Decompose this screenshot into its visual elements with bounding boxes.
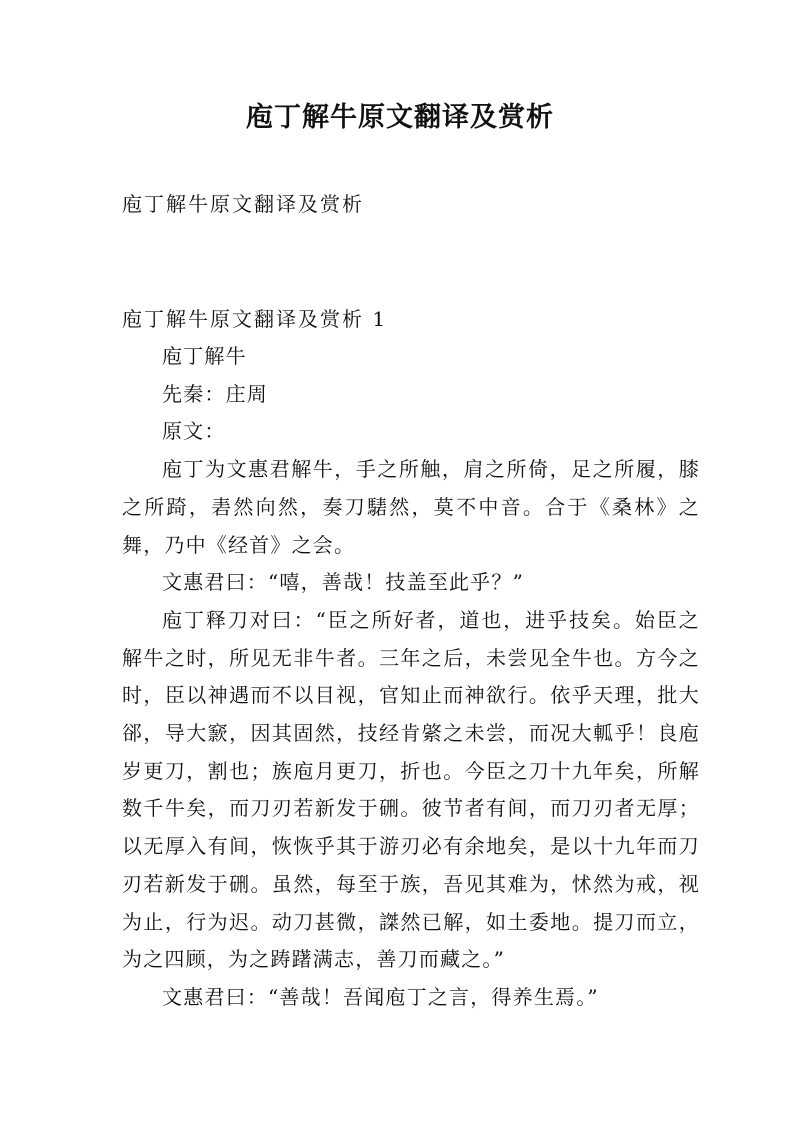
document-body xyxy=(122,338,700,1017)
paragraph: 庖丁为文惠君解牛，手之所触，肩之所倚，足之所履，膝之所踦，砉然向然，奏刀騞然，莫不中音。合于《桑林》之舞，乃中《经首》之会。 xyxy=(122,457,700,557)
paragraph: 文惠君曰：“善哉！吾闻庖丁之言，得养生焉。” xyxy=(162,984,599,1009)
document-subtitle: 庖丁解牛原文翻译及赏析 xyxy=(122,192,364,216)
original-text-label: 原文： xyxy=(162,419,226,444)
section-heading: 庖丁解牛原文翻译及赏析 1 xyxy=(122,307,388,331)
paragraph: 文惠君曰：“嘻，善哉！技盖至此乎？” xyxy=(162,570,525,595)
document-title: 庖丁解牛原文翻译及赏析 xyxy=(246,102,554,133)
poem-title: 庖丁解牛 xyxy=(162,344,247,368)
paragraph: 庖丁释刀对曰：“臣之所好者，道也，进乎技矣。始臣之解牛之时，所见无非牛者。三年之后，未尝见全牛也。方今之时，臣以神遇而不以目视，官知止而神欲行。依乎天理，批大郤，导大窾，因其固然，技经肯綮之未尝，而况大軱乎！良庖岁更刀，割也；族庖月更刀，折也。今臣之刀十九年矣，所解数千牛矣，而刀刃若新发于硎。彼节者有间，而刀刃者无厚；以无厚入有间，恢恢乎其于游刃必有余地矣，是以十九年而刀刃若新发于硎。虽然，每至于族，吾见其难为，怵然为戒，视为止，行为迟。动刀甚微，謋然已解，如土委地。提刀而立，为之四顾，为之踌躇满志，善刀而藏之。” xyxy=(122,607,700,972)
poem-author: 先秦：庄周 xyxy=(162,381,268,406)
